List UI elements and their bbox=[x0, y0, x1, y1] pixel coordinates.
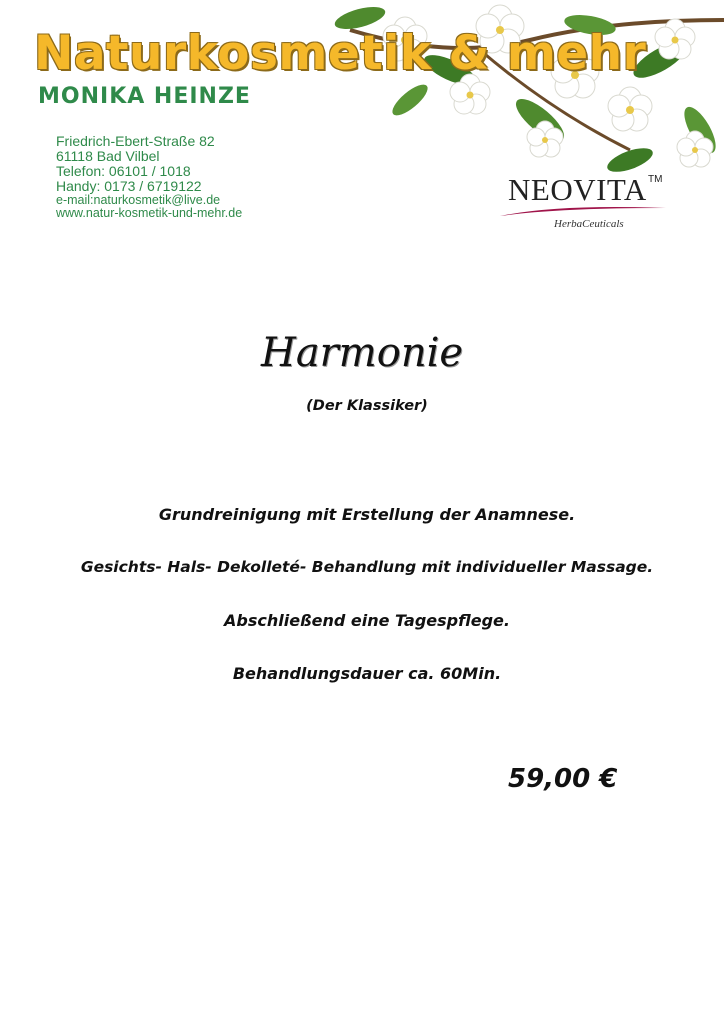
treatment-line: Gesichts- Hals- Dekolleté- Behandlung mit individueller Massage. bbox=[80, 558, 654, 576]
swoosh-icon bbox=[498, 202, 668, 218]
price: 59,00 € bbox=[508, 764, 618, 794]
contact-block bbox=[56, 134, 242, 220]
treatment-line: Abschließend eine Tagespflege. bbox=[224, 611, 510, 630]
logo-trademark: TM bbox=[648, 174, 663, 185]
website-url: www.natur-kosmetik-und-mehr.de bbox=[56, 206, 243, 220]
address-street: Friedrich-Ebert-Straße 82 bbox=[56, 133, 215, 149]
owner-name: MONIKA HEINZE bbox=[38, 84, 251, 109]
logo-tagline: HerbaCeuticals bbox=[554, 218, 624, 230]
offer-subtitle: (Der Klassiker) bbox=[306, 398, 428, 414]
treatment-duration: Behandlungsdauer ca. 60Min. bbox=[232, 664, 502, 683]
phone-number: Telefon: 06101 / 1018 bbox=[56, 163, 191, 179]
letterhead bbox=[0, 0, 724, 250]
email-address: e-mail:naturkosmetik@live.de bbox=[56, 193, 221, 207]
offer-title: Harmonie bbox=[260, 330, 464, 376]
neovita-logo bbox=[498, 168, 668, 234]
address-city: 61118 Bad Vilbel bbox=[56, 148, 160, 164]
brand-title: Naturkosmetik & mehr bbox=[34, 26, 647, 81]
logo-name: NEOVITA bbox=[508, 172, 647, 207]
mobile-number: Handy: 0173 / 6719122 bbox=[56, 178, 202, 194]
treatment-line: Grundreinigung mit Erstellung der Anamnese. bbox=[158, 505, 576, 524]
